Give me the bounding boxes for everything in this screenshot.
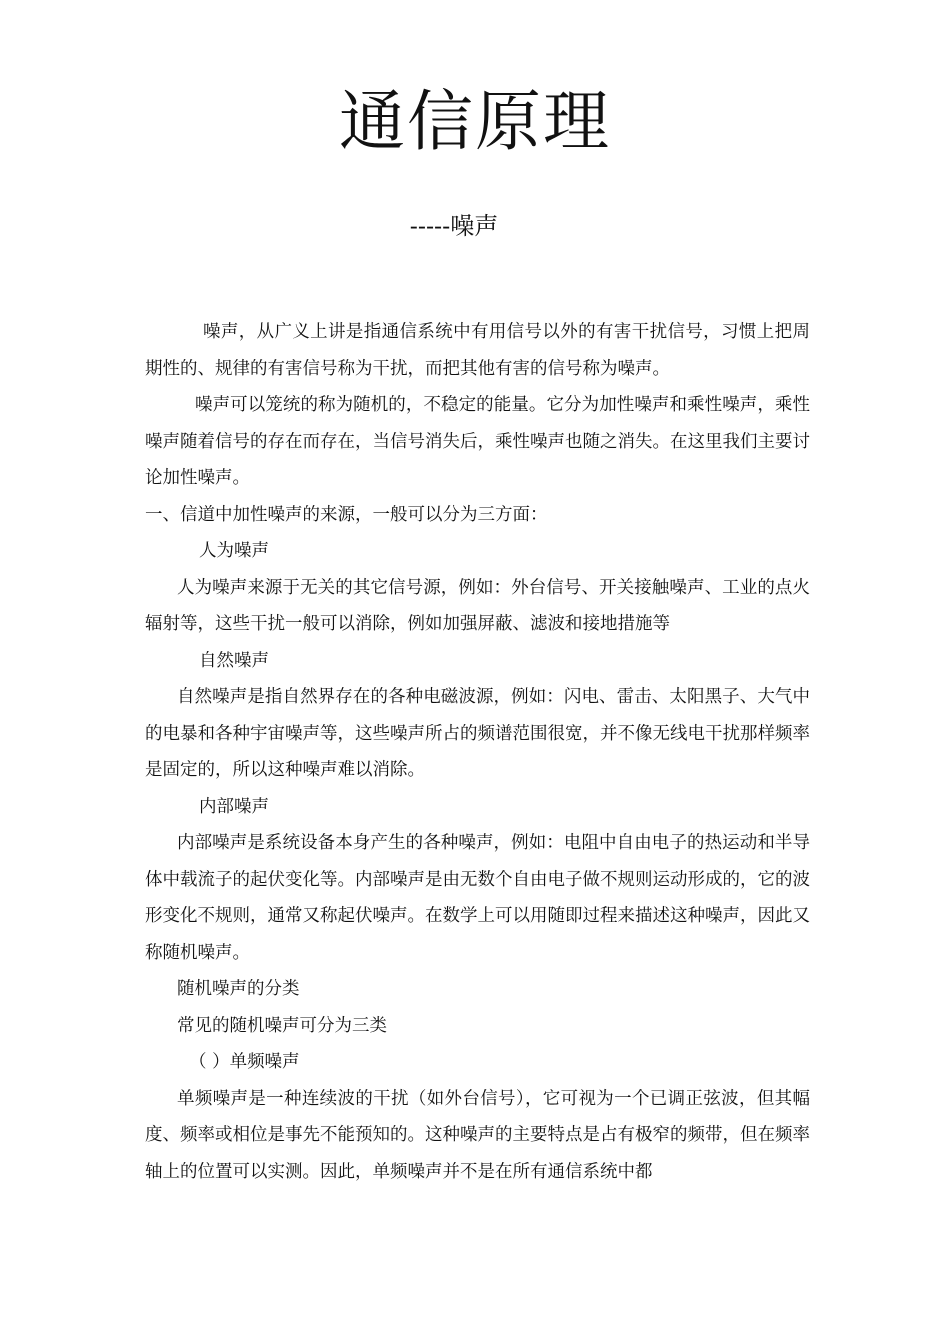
paragraph-natural-noise: 自然噪声是指自然界存在的各种电磁波源，例如：闪电、雷击、太阳黑子、大气中的电暴和各种宇宙噪声等，这些噪声所占的频谱范围很宽，并不像无线电干扰那样频率是固定的，所以这种噪声难以消除。: [145, 687, 810, 780]
subheading-natural-noise: 自然噪声: [199, 650, 269, 671]
section-heading-noise-sources: 一、信道中加性噪声的来源，一般可以分为三方面：: [145, 504, 548, 525]
subheading-man-made-noise: 人为噪声: [199, 541, 269, 561]
paragraph-noise-types: 噪声可以笼统的称为随机的，不稳定的能量。它分为加性噪声和乘性噪声，乘性噪声随着信号的存在而存在，当信号消失后，乘性噪声也随之消失。在这里我们主要讨论加性噪声。: [145, 395, 810, 488]
subheading-internal-noise: 内部噪声: [199, 796, 269, 817]
document-title: 通信原理: [339, 83, 611, 160]
paragraph-noise-definition: 噪声，从广义上讲是指通信系统中有用信号以外的有害干扰信号，习惯上把周期性的、规律的有害信号称为干扰，而把其他有害的信号称为噪声。: [145, 322, 810, 379]
paragraph-man-made-noise: 人为噪声来源于无关的其它信号源，例如：外台信号、开关接触噪声、工业的点火辐射等，这些干扰一般可以消除，例如加强屏蔽、滤波和接地措施等: [145, 577, 810, 634]
subheading-single-frequency-noise: （ ）单频噪声: [189, 1052, 300, 1072]
paragraph-internal-noise: 内部噪声是系统设备本身产生的各种噪声，例如：电阻中自由电子的热运动和半导体中载流子的起伏变化等。内部噪声是由无数个自由电子做不规则运动形成的，它的波形变化不规则，通常又称起伏噪声。在数学上可以用随即过程来描述这种噪声，因此又称随机噪声。: [145, 833, 810, 963]
document-subtitle: -----噪声: [409, 212, 499, 240]
paragraph-single-frequency-noise: 单频噪声是一种连续波的干扰（如外台信号），它可视为一个已调正弦波，但其幅度、频率或相位是事先不能预知的。这种噪声的主要特点是占有极窄的频带，但在频率轴上的位置可以实测。因此，单频噪声并不是在所有通信系统中都: [145, 1088, 810, 1182]
document-body: [145, 314, 810, 1190]
paragraph-random-noise-types: 常见的随机噪声可分为三类: [177, 1015, 387, 1036]
subheading-random-noise-classification: 随机噪声的分类: [177, 979, 300, 999]
